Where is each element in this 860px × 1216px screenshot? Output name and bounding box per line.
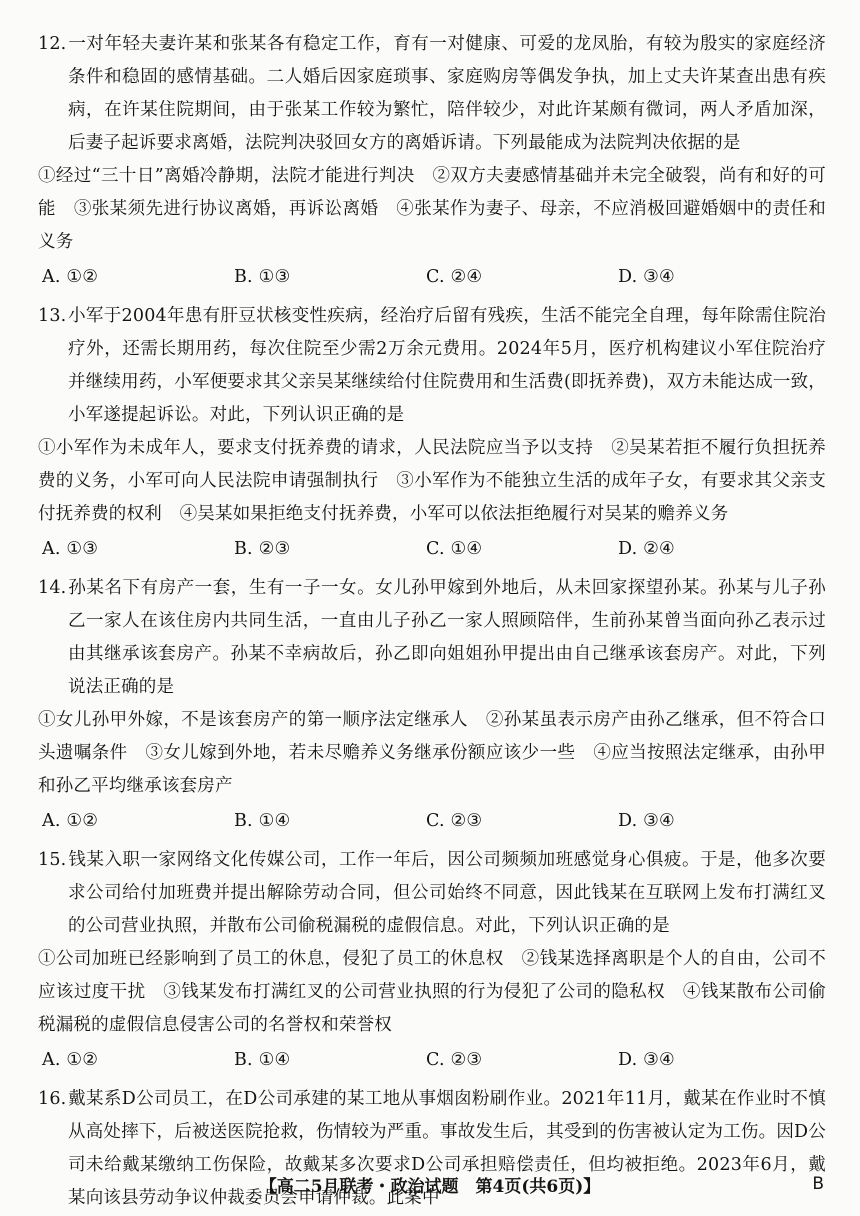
question-15 (38, 844, 826, 1077)
option-a: A. ①② (42, 811, 99, 831)
option-a: A. ①② (42, 1050, 99, 1070)
question-stem: 小军于2004年患有肝豆状核变性疾病，经治疗后留有残疾，生活不能完全自理，每年除需住院治疗外，还需长期用药，每次住院至少需2万余元费用。2024年5月，医疗机构建议小军住院治疗并继续用药，小军便要求其父亲吴某继续给付住院费用和生活费(即抚养费)，双方未能达成一致，小军遂提起诉讼。对此，下列认识正确的是 (68, 306, 826, 425)
option-b: B. ①③ (234, 267, 291, 287)
option-c: C. ②④ (426, 267, 483, 287)
question-stem: 戴某系D公司员工，在D公司承建的某工地从事烟囱粉刷作业。2021年11月，戴某在作业时不慎从高处摔下，后被送医院抢救，伤情较为严重。事故发生后，其受到的伤害被认定为工伤。因D公司未给戴某缴纳工伤保险，故戴某多次要求D公司承担赔偿责任，但均被拒绝。2023年6月，戴某向该县劳动争议仲裁委员会申请仲裁。此案中 (68, 1089, 826, 1208)
answer-options (38, 1044, 826, 1077)
option-d: D. ③④ (618, 1050, 675, 1070)
question-stem: 孙某名下有房产一套，生有一子一女。女儿孙甲嫁到外地后，从未回家探望孙某。孙某与儿子孙乙一家人在该住房内共同生活，一直由儿子孙乙一家人照顾陪伴，生前孙某曾当面向孙乙表示过由其继承该套房产。孙某不幸病故后，孙乙即向姐姐孙甲提出由自己继承该套房产。对此，下列说法正确的是 (68, 578, 826, 697)
option-d: D. ③④ (618, 811, 675, 831)
option-a: A. ①③ (42, 539, 99, 559)
page-footer: 【高二5月联考・政治试题 第4页(共6页)】 (259, 1177, 601, 1197)
question-stem: 钱某入职一家网络文化传媒公司，工作一年后，因公司频频加班感觉身心俱疲。于是，他多次要求公司给付加班费并提出解除劳动合同，但公司始终不同意，因此钱某在互联网上发布打满红叉的公司营业执照，并散布公司偷税漏税的虚假信息。对此，下列认识正确的是 (68, 850, 826, 936)
option-b: B. ②③ (234, 539, 291, 559)
question-statements: ①女儿孙甲外嫁，不是该套房产的第一顺序法定继承人 ②孙某虽表示房产由孙乙继承，但不符合口头遗嘱条件 ③女儿嫁到外地，若未尽赡养义务继承份额应该少一些 ④应当按照法定继承，由孙甲和孙乙平均继承该套房产 (38, 710, 826, 796)
question-number: 13. (38, 306, 67, 326)
question-12 (38, 28, 826, 294)
question-statements: ①小军作为未成年人，要求支付抚养费的请求，人民法院应当予以支持 ②吴某若拒不履行负担抚养费的义务，小军可向人民法院申请强制执行 ③小军作为不能独立生活的成年子女，有要求其父亲支付抚养费的权利 ④吴某如果拒绝支付抚养费，小军可以依法拒绝履行对吴某的赡养义务 (38, 438, 826, 524)
question-13 (38, 300, 826, 566)
answer-options (38, 805, 826, 838)
question-number: 15. (38, 850, 67, 870)
question-stem: 一对年轻夫妻许某和张某各有稳定工作，育有一对健康、可爱的龙凤胎，有较为殷实的家庭经济条件和稳固的感情基础。二人婚后因家庭琐事、家庭购房等偶发争执，加上丈夫许某查出患有疾病，在许某住院期间，由于张某工作较为繁忙，陪伴较少，对此许某颇有微词，两人矛盾加深，后妻子起诉要求离婚，法院判决驳回女方的离婚诉请。下列最能成为法院判决依据的是 (68, 34, 826, 153)
question-statements: ①公司加班已经影响到了员工的休息，侵犯了员工的休息权 ②钱某选择离职是个人的自由，公司不应该过度干扰 ③钱某发布打满红叉的公司营业执照的行为侵犯了公司的隐私权 ④钱某散布公司偷税漏税的虚假信息侵害公司的名誉权和荣誉权 (38, 949, 826, 1035)
option-c: C. ②③ (426, 1050, 483, 1070)
option-c: C. ①④ (426, 539, 483, 559)
question-number: 14. (38, 578, 67, 598)
question-statements: ①经过“三十日”离婚冷静期，法院才能进行判决 ②双方夫妻感情基础并未完全破裂，尚有和好的可能 ③张某须先进行协议离婚，再诉讼离婚 ④张某作为妻子、母亲，不应消极回避婚姻中的责任和义务 (38, 166, 826, 252)
answer-options (38, 533, 826, 566)
option-a: A. ①② (42, 267, 99, 287)
option-c: C. ②③ (426, 811, 483, 831)
option-d: D. ②④ (618, 539, 675, 559)
option-d: D. ③④ (618, 267, 675, 287)
option-b: B. ①④ (234, 811, 291, 831)
paper-version: B (812, 1174, 824, 1194)
option-b: B. ①④ (234, 1050, 291, 1070)
answer-options (38, 261, 826, 294)
question-14 (38, 572, 826, 838)
question-number: 12. (38, 34, 67, 54)
question-number: 16. (38, 1089, 67, 1109)
